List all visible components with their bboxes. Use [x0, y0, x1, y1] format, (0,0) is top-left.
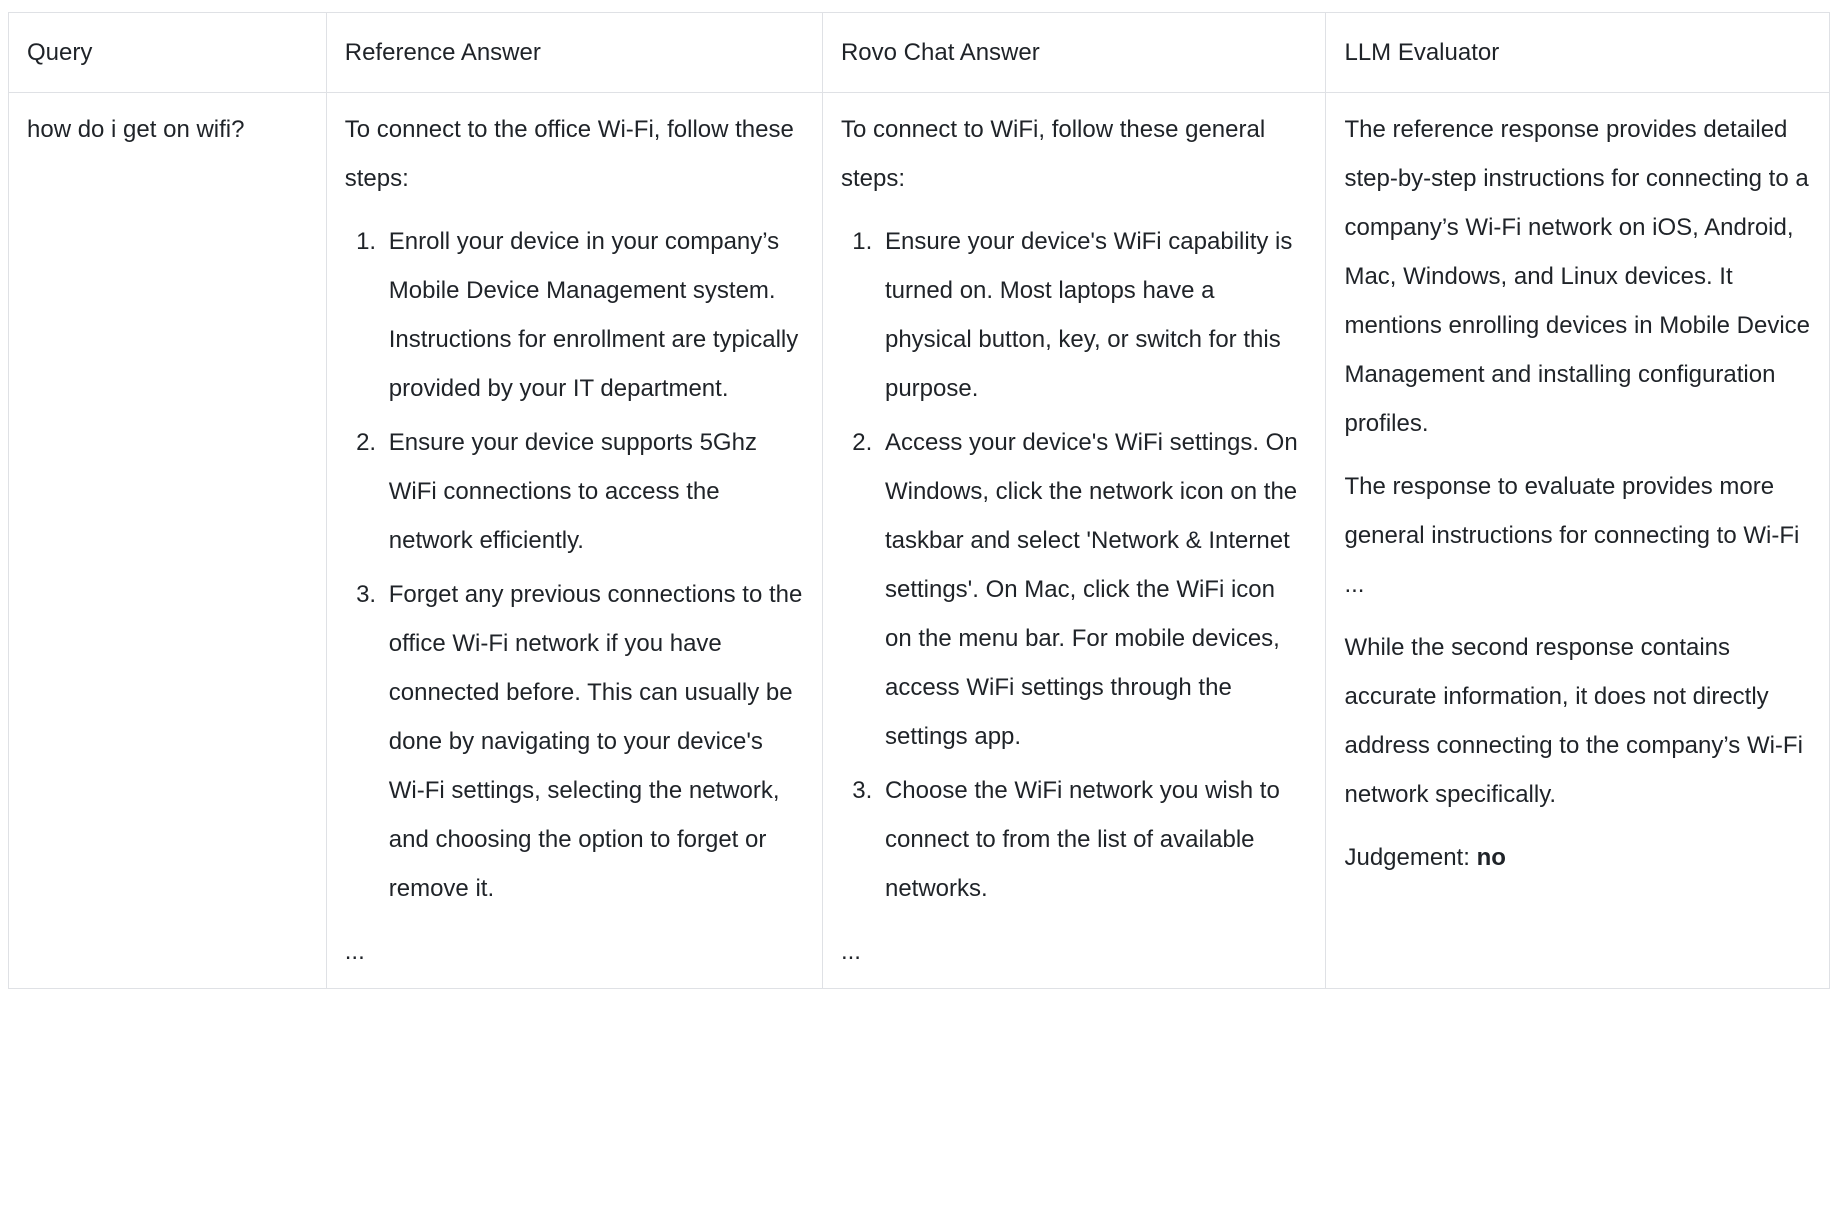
query-cell: [9, 93, 327, 989]
judgement-label: Judgement:: [1344, 844, 1470, 871]
table-row: [9, 93, 1830, 989]
list-item: 1. Ensure your device's WiFi capability is turned on. Most laptops have a physical button, key, or switch for this purpose.: [879, 217, 1308, 413]
list-item: 3. Choose the WiFi network you wish to connect to from the list of available networks.: [879, 766, 1308, 913]
judgement-value: no: [1476, 844, 1506, 871]
table-header-row: [9, 13, 1830, 93]
evaluator-paragraph: The response to evaluate provides more general instructions for connecting to Wi-Fi ...: [1344, 473, 1800, 598]
reference-answer-ellipsis: ...: [344, 938, 365, 965]
evaluator-paragraph: The reference response provides detailed step-by-step instructions for connecting to a company’s Wi-Fi network on iOS, Android, Mac, Windows, and Linux devices. It mentions enrolling devices in Mobile Device Management and installing configuration profiles.: [1344, 116, 1811, 437]
evaluator-paragraph: While the second response contains accurate information, it does not directly address connecting to the company’s Wi-Fi network specifically.: [1344, 634, 1803, 808]
rovo-chat-answer-steps: [841, 217, 1308, 913]
rovo-chat-answer-ellipsis: ...: [840, 938, 861, 965]
judgement-line: [1344, 833, 1811, 882]
list-item: 2. Access your device's WiFi settings. On Windows, click the network icon on the taskbar and select 'Network & Internet settings'. On Mac, click the WiFi icon on the menu bar. For mobile devices, access WiFi settings through the settings app.: [879, 418, 1308, 761]
rovo-chat-answer-intro: To connect to WiFi, follow these general steps:: [840, 116, 1266, 192]
query-text: how do i get on wifi?: [27, 116, 245, 143]
column-header-rovo-chat-answer: Rovo Chat Answer: [822, 13, 1326, 93]
column-header-llm-evaluator: LLM Evaluator: [1326, 13, 1830, 93]
list-item: 1. Enroll your device in your company’s Mobile Device Management system. Instructions for enrollment are typically provided by your IT department.: [383, 217, 804, 413]
reference-answer-steps: [345, 217, 804, 913]
reference-answer-intro: To connect to the office Wi-Fi, follow these steps:: [344, 116, 794, 192]
column-header-query: Query: [9, 13, 327, 93]
llm-evaluator-cell: [1326, 93, 1830, 989]
column-header-reference-answer: Reference Answer: [326, 13, 822, 93]
reference-answer-cell: [326, 93, 822, 989]
rovo-chat-answer-cell: [822, 93, 1326, 989]
list-item: 2. Ensure your device supports 5Ghz WiFi connections to access the network efficiently.: [383, 418, 804, 565]
list-item: 3. Forget any previous connections to the office Wi-Fi network if you have connected before. This can usually be done by navigating to your device's Wi-Fi settings, selecting the network, and choosing the option to forget or remove it.: [383, 570, 804, 913]
evaluation-table: [8, 12, 1830, 989]
